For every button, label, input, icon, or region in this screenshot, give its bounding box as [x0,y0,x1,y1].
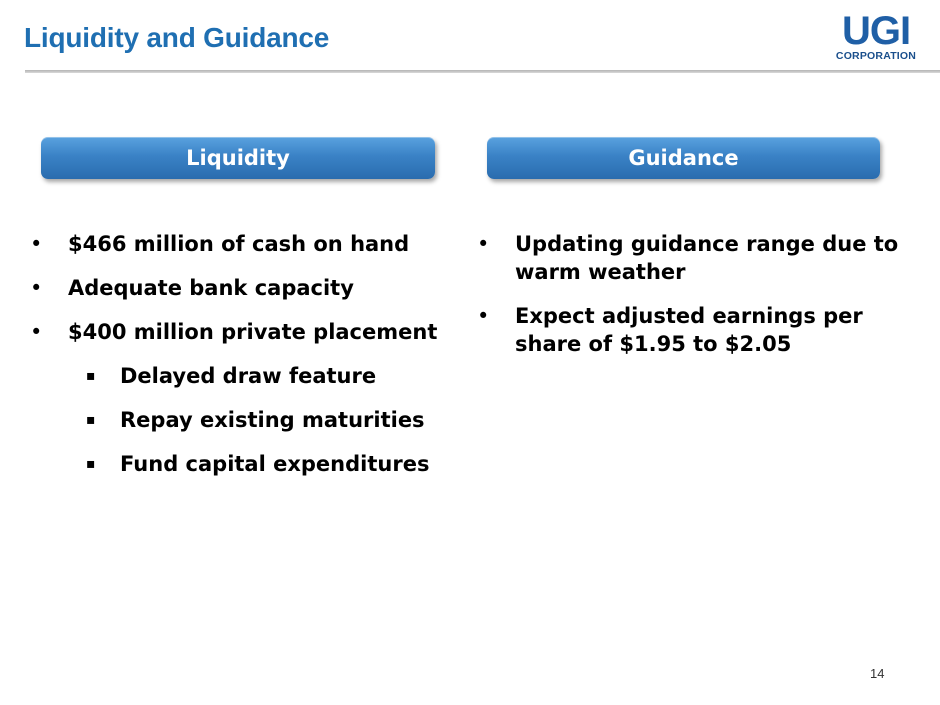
square-bullet-icon: ▪ [86,412,96,428]
list-item [28,318,473,346]
bullet-icon: • [30,232,43,256]
list-item-text: Adequate bank capacity [68,276,354,300]
list-item [28,230,473,258]
logo-subtitle: CORPORATION [835,50,917,62]
bullet-icon: • [477,304,490,328]
list-item [475,302,915,358]
sub-list-item [28,406,473,434]
bullet-icon: • [30,320,43,344]
guidance-heading: Guidance [487,137,880,179]
liquidity-list [28,230,473,494]
list-item-text: Repay existing maturities [120,408,425,432]
page-title: Liquidity and Guidance [24,22,330,53]
list-item-text: $466 million of cash on hand [68,232,410,256]
list-item-text: Fund capital expenditures [120,452,430,476]
guidance-list [475,230,915,374]
liquidity-heading: Liquidity [41,137,435,179]
sub-list-item [28,362,473,390]
square-bullet-icon: ▪ [86,456,96,472]
page-number: 14 [870,666,885,681]
ugi-logo [835,9,917,62]
bullet-icon: • [30,276,43,300]
list-item-text: Delayed draw feature [120,364,377,388]
list-item-text: $400 million private placement [68,320,438,344]
logo-mark: UGI [841,9,911,53]
list-item [28,274,473,302]
square-bullet-icon: ▪ [86,368,96,384]
list-item-text: Expect adjusted earnings per share of $1.95 to $2.05 [515,304,863,356]
sub-list-item [28,450,473,478]
title-divider [25,70,940,73]
list-item [475,230,915,286]
bullet-icon: • [477,232,490,256]
list-item-text: Updating guidance range due to warm weather [515,232,899,284]
